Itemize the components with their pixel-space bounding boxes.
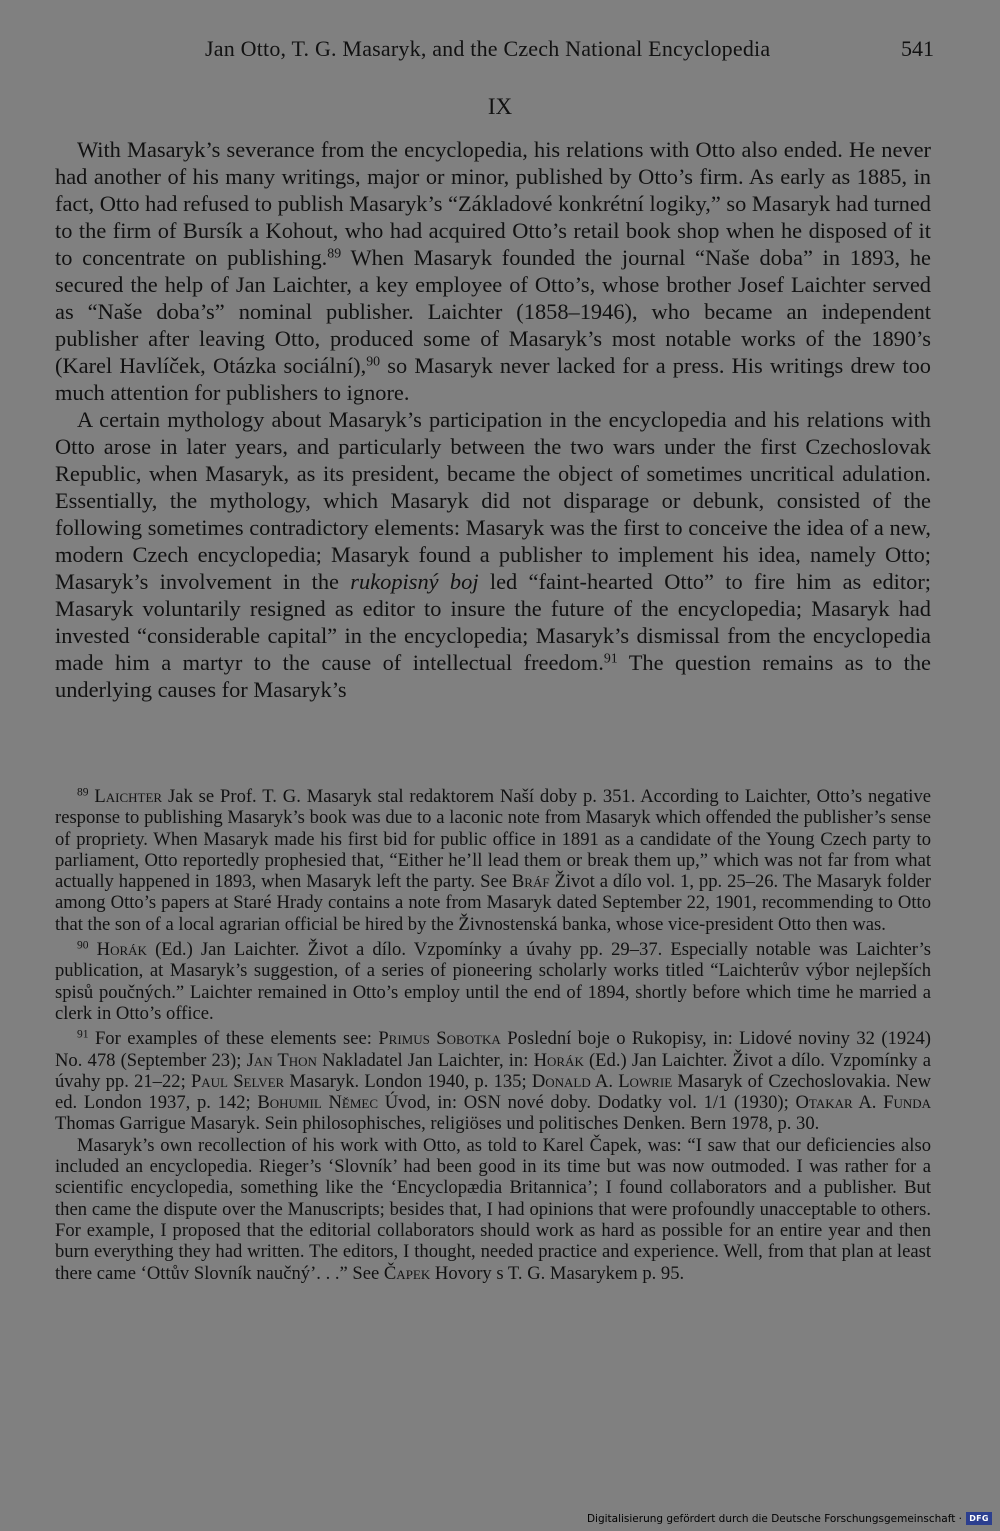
paragraph-1-text-a: With Masaryk’s severance from the encyclopedia, his relations with Otto also ended. He never had another of his many writings, major or minor, published by Otto’s firm. As early as 1885, in fact, Otto had refused to publish Masaryk’s “Základové konkrétní logiky,” so Masaryk had turned to the firm of Bursík a Kohout, who had acquired Otto’s retail book shop when he disposed of it to concentrate on publishing. <box>55 137 931 270</box>
footnote-91-cont-author: Čapek <box>383 1262 431 1284</box>
footnote-91 <box>55 1028 931 1134</box>
paragraph-2-text-c: The question remains as to the underlying causes for Masaryk’s <box>55 650 931 702</box>
footnotes <box>55 786 931 1284</box>
footnote-89-text: Jak se Prof. T. G. Masaryk stal redaktorem Naší doby p. 351. According to Laichter, Otto’s negative response to publishing Masaryk’s book was due to a laconic note from Masaryk which offended the publisher’s sense of propriety. When Masaryk made his first bid for public office in 1891 as a candidate of the Young Czech party to parliament, Otto reportedly prophesied that, “Either he’ll lead them or break them up,” which was not far from what actually happened in 1893, when Masaryk left the party. See <box>55 786 931 893</box>
body-text <box>55 136 931 703</box>
running-title: Jan Otto, T. G. Masaryk, and the Czech National Encyclopedia <box>205 36 771 61</box>
dfg-logo: DFG <box>966 1512 992 1525</box>
footnote-91-text-2: Poslední boje o Rukopisy, in: Lidové noviny 32 (1924) No. 478 (September 23); <box>55 1028 931 1071</box>
paragraph-1 <box>55 136 931 406</box>
footnote-91-author-7: Otakar A. Funda <box>795 1092 932 1114</box>
footnote-89-text-2: Život a dílo vol. 1, pp. 25–26. The Masaryk folder among Otto’s papers at Staré Hrady contains a note from Masaryk dated September 22, 1901, recommending to Otto that the son of a local agrarian official be hired by the Živnostenská banka, whose vice-president Otto then was. <box>55 871 931 935</box>
footnote-ref-90: 90 <box>366 354 381 370</box>
footnote-91-text-1: For examples of these elements see: <box>88 1028 379 1050</box>
footnote-91-text-7: Úvod, in: OSN nové doby. Dodatky vol. 1/1 (1930); <box>378 1092 796 1114</box>
footnote-91-author-4: Paul Selver <box>190 1070 285 1092</box>
footnote-91-text-5: Masaryk. London 1940, p. 135; <box>284 1070 532 1092</box>
footnote-90 <box>55 939 931 1024</box>
footnote-91-text-4: (Ed.) Jan Laichter. Život a dílo. Vzpomínky a úvahy pp. 21–22; <box>55 1049 931 1092</box>
digitization-credit-text: Digitalisierung gefördert durch die Deutsche Forschungsgemeinschaft · <box>586 1512 962 1525</box>
footnote-91-cont-text-2: Hovory s T. G. Masarykem p. 95. <box>430 1262 685 1284</box>
footnote-89 <box>55 786 931 935</box>
section-heading: IX <box>487 94 513 119</box>
footnote-91-author-6: Bohumil Němec <box>257 1092 379 1114</box>
footnote-91-continuation <box>55 1135 931 1284</box>
footnote-90-author: Horák <box>96 939 147 961</box>
paragraph-2-text-a: A certain mythology about Masaryk’s participation in the encyclopedia and his relations with Otto arose in later years, and particularly between the two wars under the first Czechoslovak Republic, when Masaryk, as its president, became the object of sometimes uncritical adulation. Essentially, the mythology, which Masaryk did not disparage or debunk, consisted of the following sometimes contradictory elements: Masaryk was the first to conceive the idea of a new, modern Czech encyclopedia; Masaryk found a publisher to implement his idea, namely Otto; Masaryk’s involvement in the <box>55 407 931 594</box>
footnote-90-text: (Ed.) Jan Laichter. Život a dílo. Vzpomínky a úvahy pp. 29–37. Especially notable was Laichter’s publication, at Masaryk’s suggestion, of a series of pioneering scholarly works titled “Laichterův výbor nejlepších spisů poučných.” Laichter remained in Otto’s employ until the end of 1894, shortly before which time he married a clerk in Otto’s office. <box>55 939 931 1024</box>
footnote-91-author-3: Horák <box>533 1049 584 1071</box>
footnote-91-author-2: Jan Thon <box>246 1049 317 1071</box>
footnote-89-number: 89 <box>77 786 89 799</box>
footnote-ref-91: 91 <box>603 651 618 667</box>
paragraph-1-text-c: so Masaryk never lacked for a press. His writings drew too much attention for publishers to ignore. <box>55 353 931 405</box>
footnote-91-number: 91 <box>77 1028 89 1041</box>
footnote-91-text-3: Nakladatel Jan Laichter, in: <box>316 1049 534 1071</box>
footnote-90-number: 90 <box>77 939 89 952</box>
footnote-89-author-2: Bráf <box>511 871 550 893</box>
paragraph-2 <box>55 406 931 703</box>
page-number: 541 <box>901 36 934 61</box>
footnote-91-cont-text-1: Masaryk’s own recollection of his work with Otto, as told to Karel Čapek, was: “I saw that our deficiencies also included an encyclopedia. Rieger’s ‘Slovník’ had been good in its time but was now outmoded. I was rather for a scientific encyclopedia, something like the ‘Encyclopædia Britannica’; I found collaborators and a publisher. But then came the dispute over the Manuscripts; besides that, I had opinions that were profoundly unacceptable to others. For example, I proposed that the editorial collaborators should work as hard as possible for an entire year and then burn everything they had written. The editors, I thought, needed practice and experience. Well, from that plan at least there came ‘Ottův Slovník naučný’. . .” See <box>55 1134 931 1284</box>
footnote-ref-89: 89 <box>327 246 342 262</box>
digitization-credit <box>587 1512 992 1525</box>
paragraph-2-italic-term: rukopisný boj <box>350 569 479 594</box>
paragraph-2-text-b: led “faint-hearted Otto” to fire him as editor; Masaryk voluntarily resigned as editor to insure the future of the encyclopedia; Masaryk had invested “considerable capital” in the encyclopedia; Masaryk’s dismissal from the encyclopedia made him a martyr to the cause of intellectual freedom. <box>55 569 931 675</box>
paragraph-1-text-b: When Masaryk founded the journal “Naše doba” in 1893, he secured the help of Jan Laichter, a key employee of Otto’s, whose brother Josef Laichter served as “Naše doba’s” nominal publisher. Laichter (1858–1946), who became an independent publisher after leaving Otto, produced some of Masaryk’s most notable works of the 1890’s (Karel Havlíček, Otázka sociální), <box>55 245 931 378</box>
footnote-91-text-8: Thomas Garrigue Masaryk. Sein philosophisches, religiöses und politisches Denken. Bern 1978, p. 30. <box>55 1113 820 1135</box>
footnote-91-text-6: Masaryk of Czechoslovakia. New ed. London 1937, p. 142; <box>55 1070 931 1114</box>
footnote-91-author-5: Donald A. Lowrie <box>531 1070 673 1092</box>
footnote-89-author: Laichter <box>94 786 163 807</box>
footnote-91-author-1: Primus Sobotka <box>378 1028 501 1050</box>
